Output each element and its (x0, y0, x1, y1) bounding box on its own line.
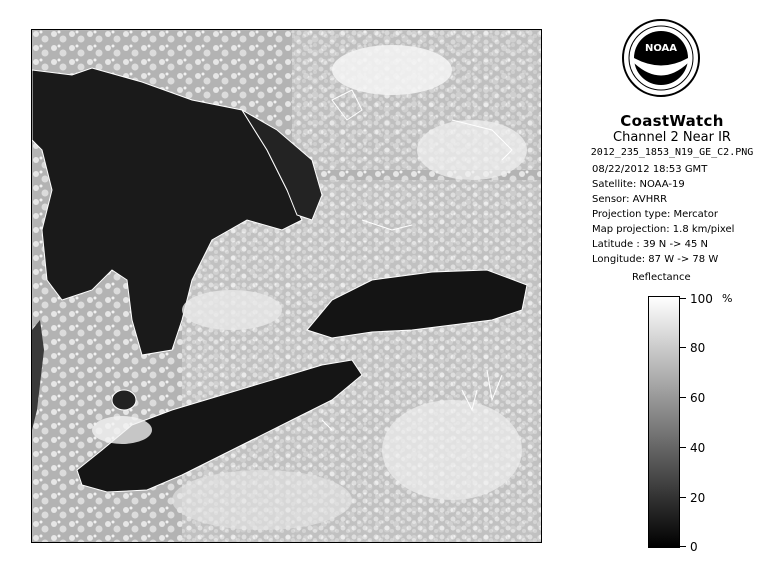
tick-label: 60 (690, 391, 706, 405)
lake-st-clair (112, 390, 136, 410)
cloud-patch (92, 416, 152, 444)
tick-mark (680, 397, 686, 398)
tick-mark (680, 497, 686, 498)
tick-label: 0 (690, 540, 698, 554)
cloud-patch (417, 120, 527, 180)
legend-unit: % (722, 292, 733, 305)
satellite: Satellite: NOAA-19 (592, 179, 685, 190)
tick-label: 20 (690, 491, 706, 505)
legend-title: Reflectance (632, 272, 691, 283)
projection-type: Projection type: Mercator (592, 209, 718, 220)
satellite-map[interactable] (31, 29, 542, 543)
latitude: Latitude : 39 N -> 45 N (592, 239, 708, 250)
tick-label: 100 (690, 292, 713, 306)
channel-label: Channel 2 Near IR (613, 130, 731, 145)
logo-text: NOAA (644, 43, 678, 54)
tick-label: 80 (690, 341, 706, 355)
cloud-patch (172, 470, 352, 530)
map-projection: Map projection: 1.8 km/pixel (592, 224, 735, 235)
app-title: CoastWatch (620, 112, 724, 130)
tick-mark (680, 546, 686, 547)
tick-mark (680, 447, 686, 448)
noaa-logo (621, 18, 701, 114)
sensor: Sensor: AVHRR (592, 194, 668, 205)
filename: 2012_235_1853_N19_GE_C2.PNG (590, 147, 754, 158)
longitude: Longitude: 87 W -> 78 W (592, 254, 719, 265)
header-panel (562, 112, 782, 160)
metadata-list (592, 162, 734, 267)
tick-mark (680, 298, 686, 299)
tick-label: 40 (690, 441, 706, 455)
datetime: 08/22/2012 18:53 GMT (592, 164, 708, 175)
cloud-patch (332, 45, 452, 95)
map-canvas (32, 30, 542, 543)
cloud-patch (382, 400, 522, 500)
tick-mark (680, 347, 686, 348)
cloud-patch (182, 290, 282, 330)
color-bar (648, 296, 680, 548)
